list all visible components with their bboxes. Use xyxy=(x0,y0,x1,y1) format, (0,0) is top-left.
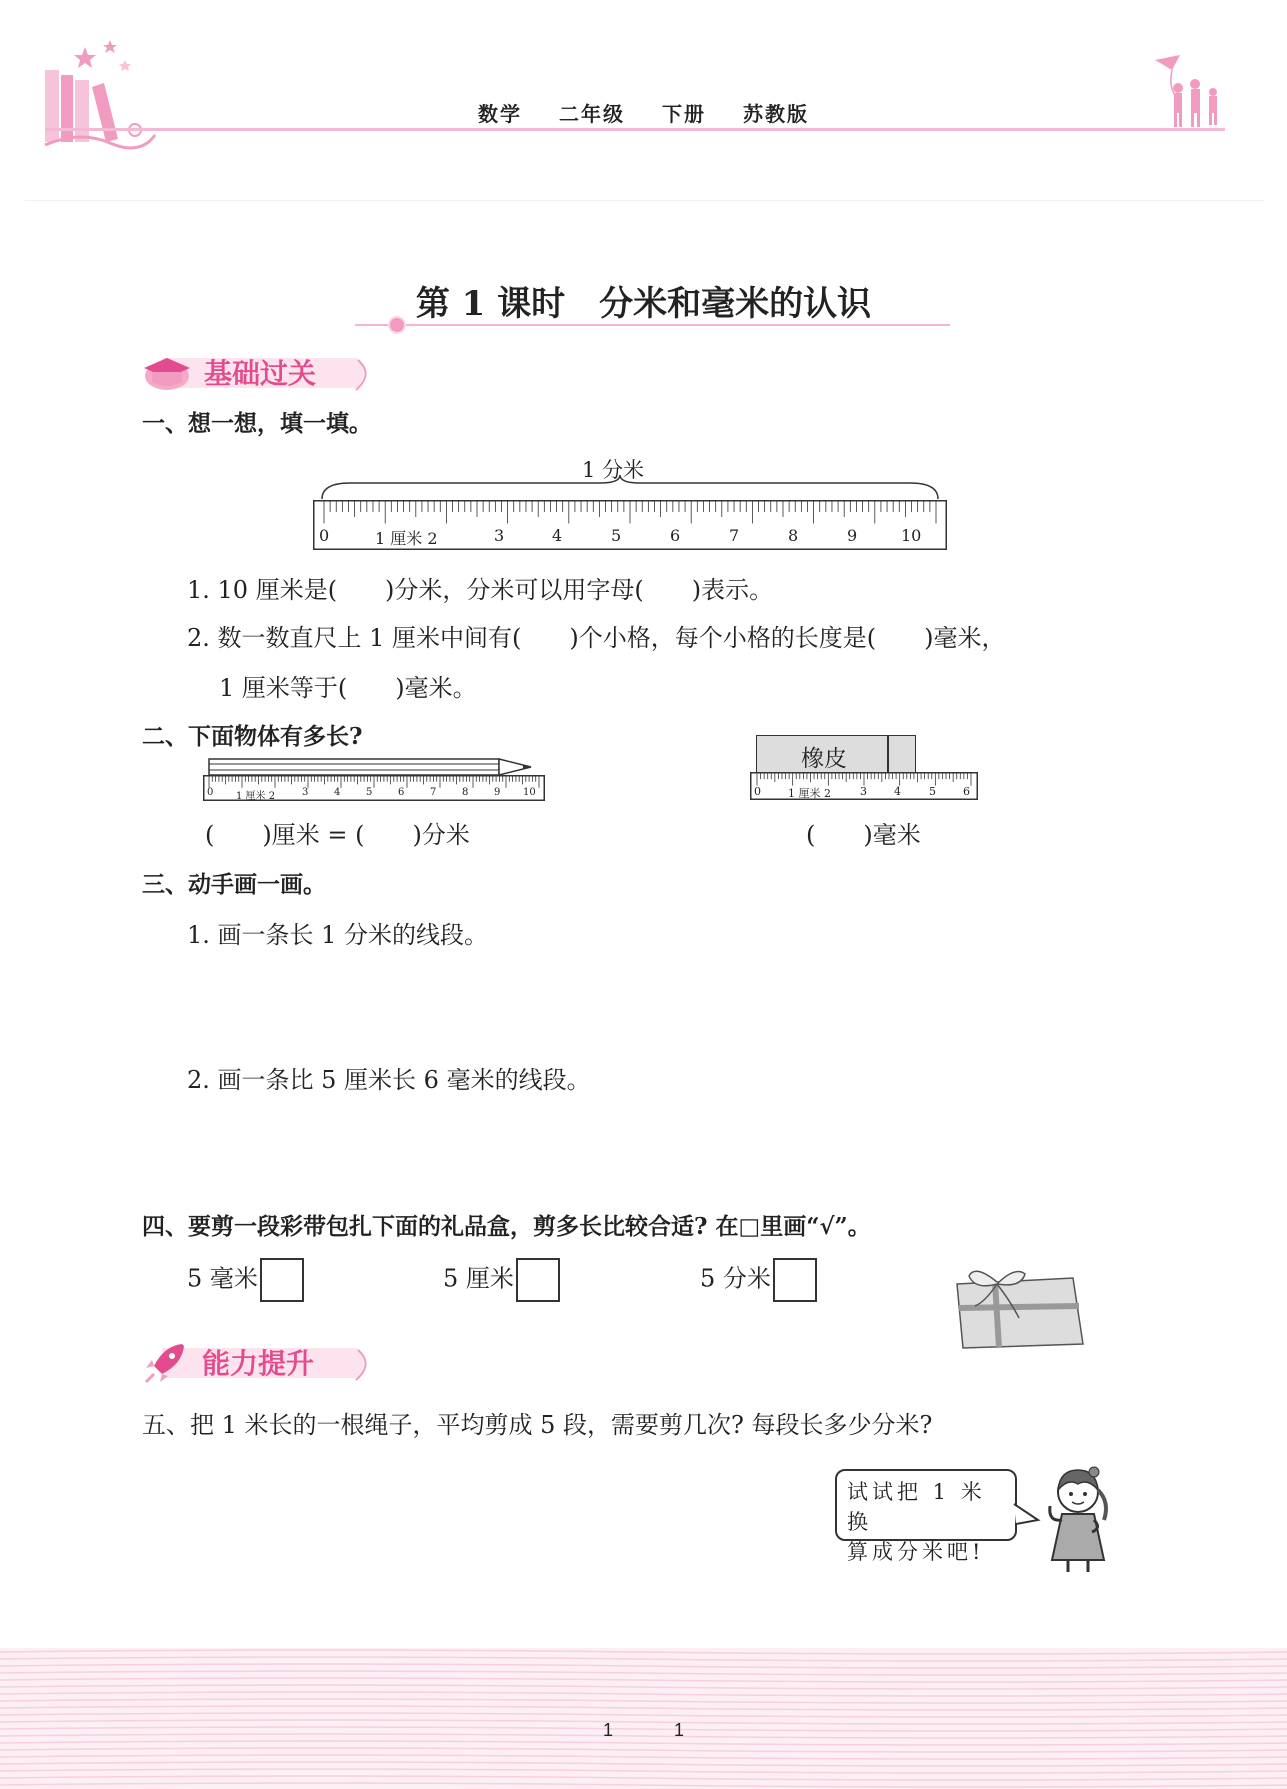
q3-heading: 三、动手画一画。 xyxy=(142,871,326,898)
ruler-tick-label: 0 xyxy=(754,785,761,798)
q4-option-2 xyxy=(443,1258,560,1302)
ruler-tick-label: 0 xyxy=(207,787,214,798)
ruler-pencil-ticks xyxy=(203,775,545,801)
section-label-basic: 基础过关 xyxy=(204,357,317,390)
girl-cartoon-icon xyxy=(1038,1462,1118,1577)
footer-fill xyxy=(0,1648,1287,1789)
q4-option-label: 5 厘米 xyxy=(443,1264,514,1293)
ruler-tick-label: 4 xyxy=(334,787,341,798)
page-number-left: 1 xyxy=(603,1720,614,1740)
q1-line1: 1. 10 厘米是( )分米，分米可以用字母( )表示。 xyxy=(187,576,774,604)
ruler-tick-label: 3 xyxy=(302,787,309,798)
header-grade: 二年级 xyxy=(559,102,626,126)
lesson-title-underline xyxy=(355,324,950,326)
books-stars-icon xyxy=(40,35,160,150)
hint-line-1: 试试把 1 米换 xyxy=(847,1480,986,1534)
rocket-icon xyxy=(142,1340,192,1384)
header-term: 下册 xyxy=(661,102,706,126)
footer-stripes xyxy=(0,1648,1287,1789)
ruler-tick-label: 7 xyxy=(430,787,437,798)
ruler-tick-label: 9 xyxy=(494,787,501,798)
q2-heading: 二、下面物体有多长? xyxy=(142,723,363,750)
kite-children-icon xyxy=(1150,50,1230,130)
ruler-tick-label: 5 xyxy=(929,785,936,798)
q2-pencil-answer: ( )厘米 = ( )分米 xyxy=(205,821,470,849)
ruler-tick-label: 8 xyxy=(788,526,799,545)
q3-line2: 2. 画一条比 5 厘米长 6 毫米的线段。 xyxy=(187,1066,591,1094)
q5-heading: 五、把 1 米长的一根绳子，平均剪成 5 段，需要剪几次? 每段长多少分米? xyxy=(142,1411,933,1439)
ruler-tick-label: 8 xyxy=(462,787,469,798)
lesson-title-dot xyxy=(388,316,406,334)
gift-box-icon xyxy=(945,1262,1085,1350)
ruler-main-ticks xyxy=(313,500,947,550)
hint-line-2: 算成分米吧! xyxy=(847,1540,985,1564)
q4-checkbox-1[interactable] xyxy=(260,1258,304,1302)
ruler-tick-label: 3 xyxy=(860,785,867,798)
lesson-title: 第 1 课时 分米和毫米的认识 xyxy=(415,284,872,324)
ruler-eraser-ticks xyxy=(750,772,978,800)
ruler-tick-label: 4 xyxy=(894,785,901,798)
ruler-tick-label: 0 xyxy=(319,526,330,545)
header-divider xyxy=(45,128,1225,131)
ruler-tick-label: 10 xyxy=(901,526,922,545)
section-banner-advanced xyxy=(142,1340,372,1384)
q4-heading: 四、要剪一段彩带包扎下面的礼品盒，剪多长比较合适? 在□里画“√”。 xyxy=(142,1213,871,1240)
q4-option-label: 5 分米 xyxy=(700,1264,771,1293)
ruler-tick-label: 5 xyxy=(366,787,373,798)
ruler-label: 1 分米 xyxy=(582,458,645,482)
ruler-tick-label: 6 xyxy=(963,785,970,798)
ruler-tick-label: 3 xyxy=(494,526,505,545)
ruler-tick-label: 10 xyxy=(523,787,536,798)
q4-option-3 xyxy=(700,1258,817,1302)
q4-checkbox-3[interactable] xyxy=(773,1258,817,1302)
book-header xyxy=(0,98,1287,127)
ruler-tick-label: 4 xyxy=(552,526,563,545)
q1-line2: 2. 数一数直尺上 1 厘米中间有( )个小格，每个小格的长度是( )毫米， xyxy=(187,624,1006,652)
ruler-tick-label: 5 xyxy=(611,526,622,545)
q1-line3: 1 厘米等于( )毫米。 xyxy=(219,674,477,702)
q4-checkbox-2[interactable] xyxy=(516,1258,560,1302)
q3-line1: 1. 画一条长 1 分米的线段。 xyxy=(187,921,489,949)
ruler-brace xyxy=(310,475,950,501)
q4-option-1 xyxy=(187,1258,304,1302)
section-banner-basic xyxy=(142,350,372,394)
page-number-right: 1 xyxy=(674,1720,685,1740)
ruler-tick-label: 1 厘米 2 xyxy=(375,529,438,548)
eraser-divider xyxy=(887,736,889,772)
ruler-tick-label: 1 厘米 2 xyxy=(788,787,831,800)
ruler-tick-label: 6 xyxy=(670,526,681,545)
header-subject: 数学 xyxy=(478,102,523,126)
header-edition: 苏教版 xyxy=(742,102,809,126)
ruler-tick-label: 6 xyxy=(398,787,405,798)
section-label-advanced: 能力提升 xyxy=(202,1347,315,1380)
ruler-tick-label: 1 厘米 2 xyxy=(236,791,276,802)
eraser-icon xyxy=(756,735,916,773)
graduation-cap-icon xyxy=(142,352,192,392)
q2-eraser-answer: ( )毫米 xyxy=(806,821,921,849)
eraser-label: 橡皮 xyxy=(801,746,847,772)
q4-option-label: 5 毫米 xyxy=(187,1264,258,1293)
hint-bubble xyxy=(835,1469,1017,1564)
ruler-tick-label: 9 xyxy=(847,526,858,545)
q1-heading: 一、想一想，填一填。 xyxy=(142,410,372,437)
ruler-tick-label: 7 xyxy=(729,526,740,545)
